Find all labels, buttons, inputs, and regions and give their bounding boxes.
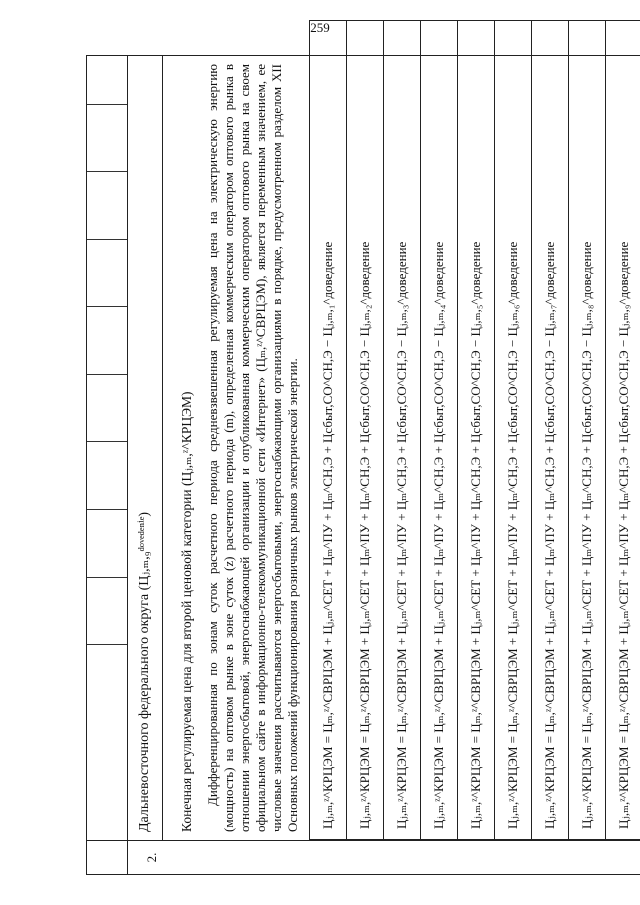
region-header: Дальневосточного федерального округа (Цⱼ,ₘ,₉ᵈᵒᵛᵉᵈᵉⁿⁱᵉ) — [137, 511, 152, 832]
tick — [87, 577, 127, 578]
section-title: Конечная регулируемая цена для второй ценовой категории (Цⱼ,ₘ,ᶻ^КРЦЭМ) — [179, 391, 194, 832]
document-table — [86, 55, 640, 875]
formula-row: Цⱼ,ₘ,ᶻ^КРЦЭМ = Цₘ,ᶻ^СВРЦЭМ + Цⱼ,ₘ^СЕТ + Цₘ^ПУ + Цₘ^СН,Э + Цсбыт,СО^СН,Э − Цⱼ,ₘ,₂^доведение — [347, 21, 384, 840]
formula-row: Цⱼ,ₘ,ᶻ^КРЦЭМ = Цₘ,ᶻ^СВРЦЭМ + Цⱼ,ₘ^СЕТ + Цₘ^ПУ + Цₘ^СН,Э + Цсбыт,СО^СН,Э − Цⱼ,ₘ,₄^доведение — [421, 21, 458, 840]
table-top-row — [87, 56, 128, 875]
formula-table — [309, 20, 640, 840]
top-left-cell — [87, 841, 128, 875]
table-body-row — [128, 56, 640, 875]
tick — [87, 104, 127, 105]
content-body — [162, 56, 640, 840]
formula-row: Цⱼ,ₘ,ᶻ^КРЦЭМ = Цₘ,ᶻ^СВРЦЭМ + Цⱼ,ₘ^СЕТ + Цₘ^ПУ + Цₘ^СН,Э + Цсбыт,СО^СН,Э − Цⱼ,ₘ,₅^доведение — [458, 21, 495, 840]
column-ticks — [87, 56, 127, 840]
formula-row: Цⱼ,ₘ,ᶻ^КРЦЭМ = Цₘ,ᶻ^СВРЦЭМ + Цⱼ,ₘ^СЕТ + Цₘ^ПУ + Цₘ^СН,Э + Цсбыт,СО^СН,Э − Цⱼ,ₘ,₉^доведение — [606, 21, 640, 840]
formula-row: Цⱼ,ₘ,ᶻ^КРЦЭМ = Цₘ,ᶻ^СВРЦЭМ + Цⱼ,ₘ^СЕТ + Цₘ^ПУ + Цₘ^СН,Э + Цсбыт,СО^СН,Э − Цⱼ,ₘ,₃^доведение — [384, 21, 421, 840]
definition-paragraph: Дифференцированная по зонам суток расчетного периода средневзвешенная регулируемая цена на электрическую энергию (мощность) на оптовом рынке в зоне суток (z) расчетного периода (m), определенная коммерческим оператором оптового рынка в отношении энергосбытовой, энергоснабжающей организации и опубликованная коммерческим оператором оптового рынка на своем официальном сайте в информационно-телекоммуникационной сети «Интернет» (Цₘ,ᶻ^СВРЦЭМ), является переменным значением, ее числовые значения рассчитываются энергосбытовыми, энергоснабжающими организациями в порядке, предусмотренном разделом XII Основных положений функционирования розничных рынков электрической энергии. — [205, 64, 300, 832]
formula-row: Цⱼ,ₘ,ᶻ^КРЦЭМ = Цₘ,ᶻ^СВРЦЭМ + Цⱼ,ₘ^СЕТ + Цₘ^ПУ + Цₘ^СН,Э + Цсбыт,СО^СН,Э − Цⱼ,ₘ,₇^доведение — [532, 21, 569, 840]
rotated-table — [86, 55, 631, 875]
tick — [87, 239, 127, 240]
tick — [87, 171, 127, 172]
top-ticks-cell — [87, 56, 128, 841]
tick — [87, 374, 127, 375]
tick — [87, 644, 127, 645]
content-cell — [128, 56, 640, 841]
tick — [87, 441, 127, 442]
formula-row: Цⱼ,ₘ,ᶻ^КРЦЭМ = Цₘ,ᶻ^СВРЦЭМ + Цⱼ,ₘ^СЕТ + Цₘ^ПУ + Цₘ^СН,Э + Цсбыт,СО^СН,Э − Цⱼ,ₘ,₁^доведение — [310, 21, 347, 840]
formula-row: Цⱼ,ₘ,ᶻ^КРЦЭМ = Цₘ,ᶻ^СВРЦЭМ + Цⱼ,ₘ^СЕТ + Цₘ^ПУ + Цₘ^СН,Э + Цсбыт,СО^СН,Э − Цⱼ,ₘ,₆^доведение — [495, 21, 532, 840]
tick — [87, 306, 127, 307]
tick — [87, 509, 127, 510]
row-number: 2. — [128, 841, 640, 875]
formula-row: Цⱼ,ₘ,ᶻ^КРЦЭМ = Цₘ,ᶻ^СВРЦЭМ + Цⱼ,ₘ^СЕТ + Цₘ^ПУ + Цₘ^СН,Э + Цсбыт,СО^СН,Э − Цⱼ,ₘ,₈^доведение — [569, 21, 606, 840]
page-number: 259 — [310, 20, 330, 35]
